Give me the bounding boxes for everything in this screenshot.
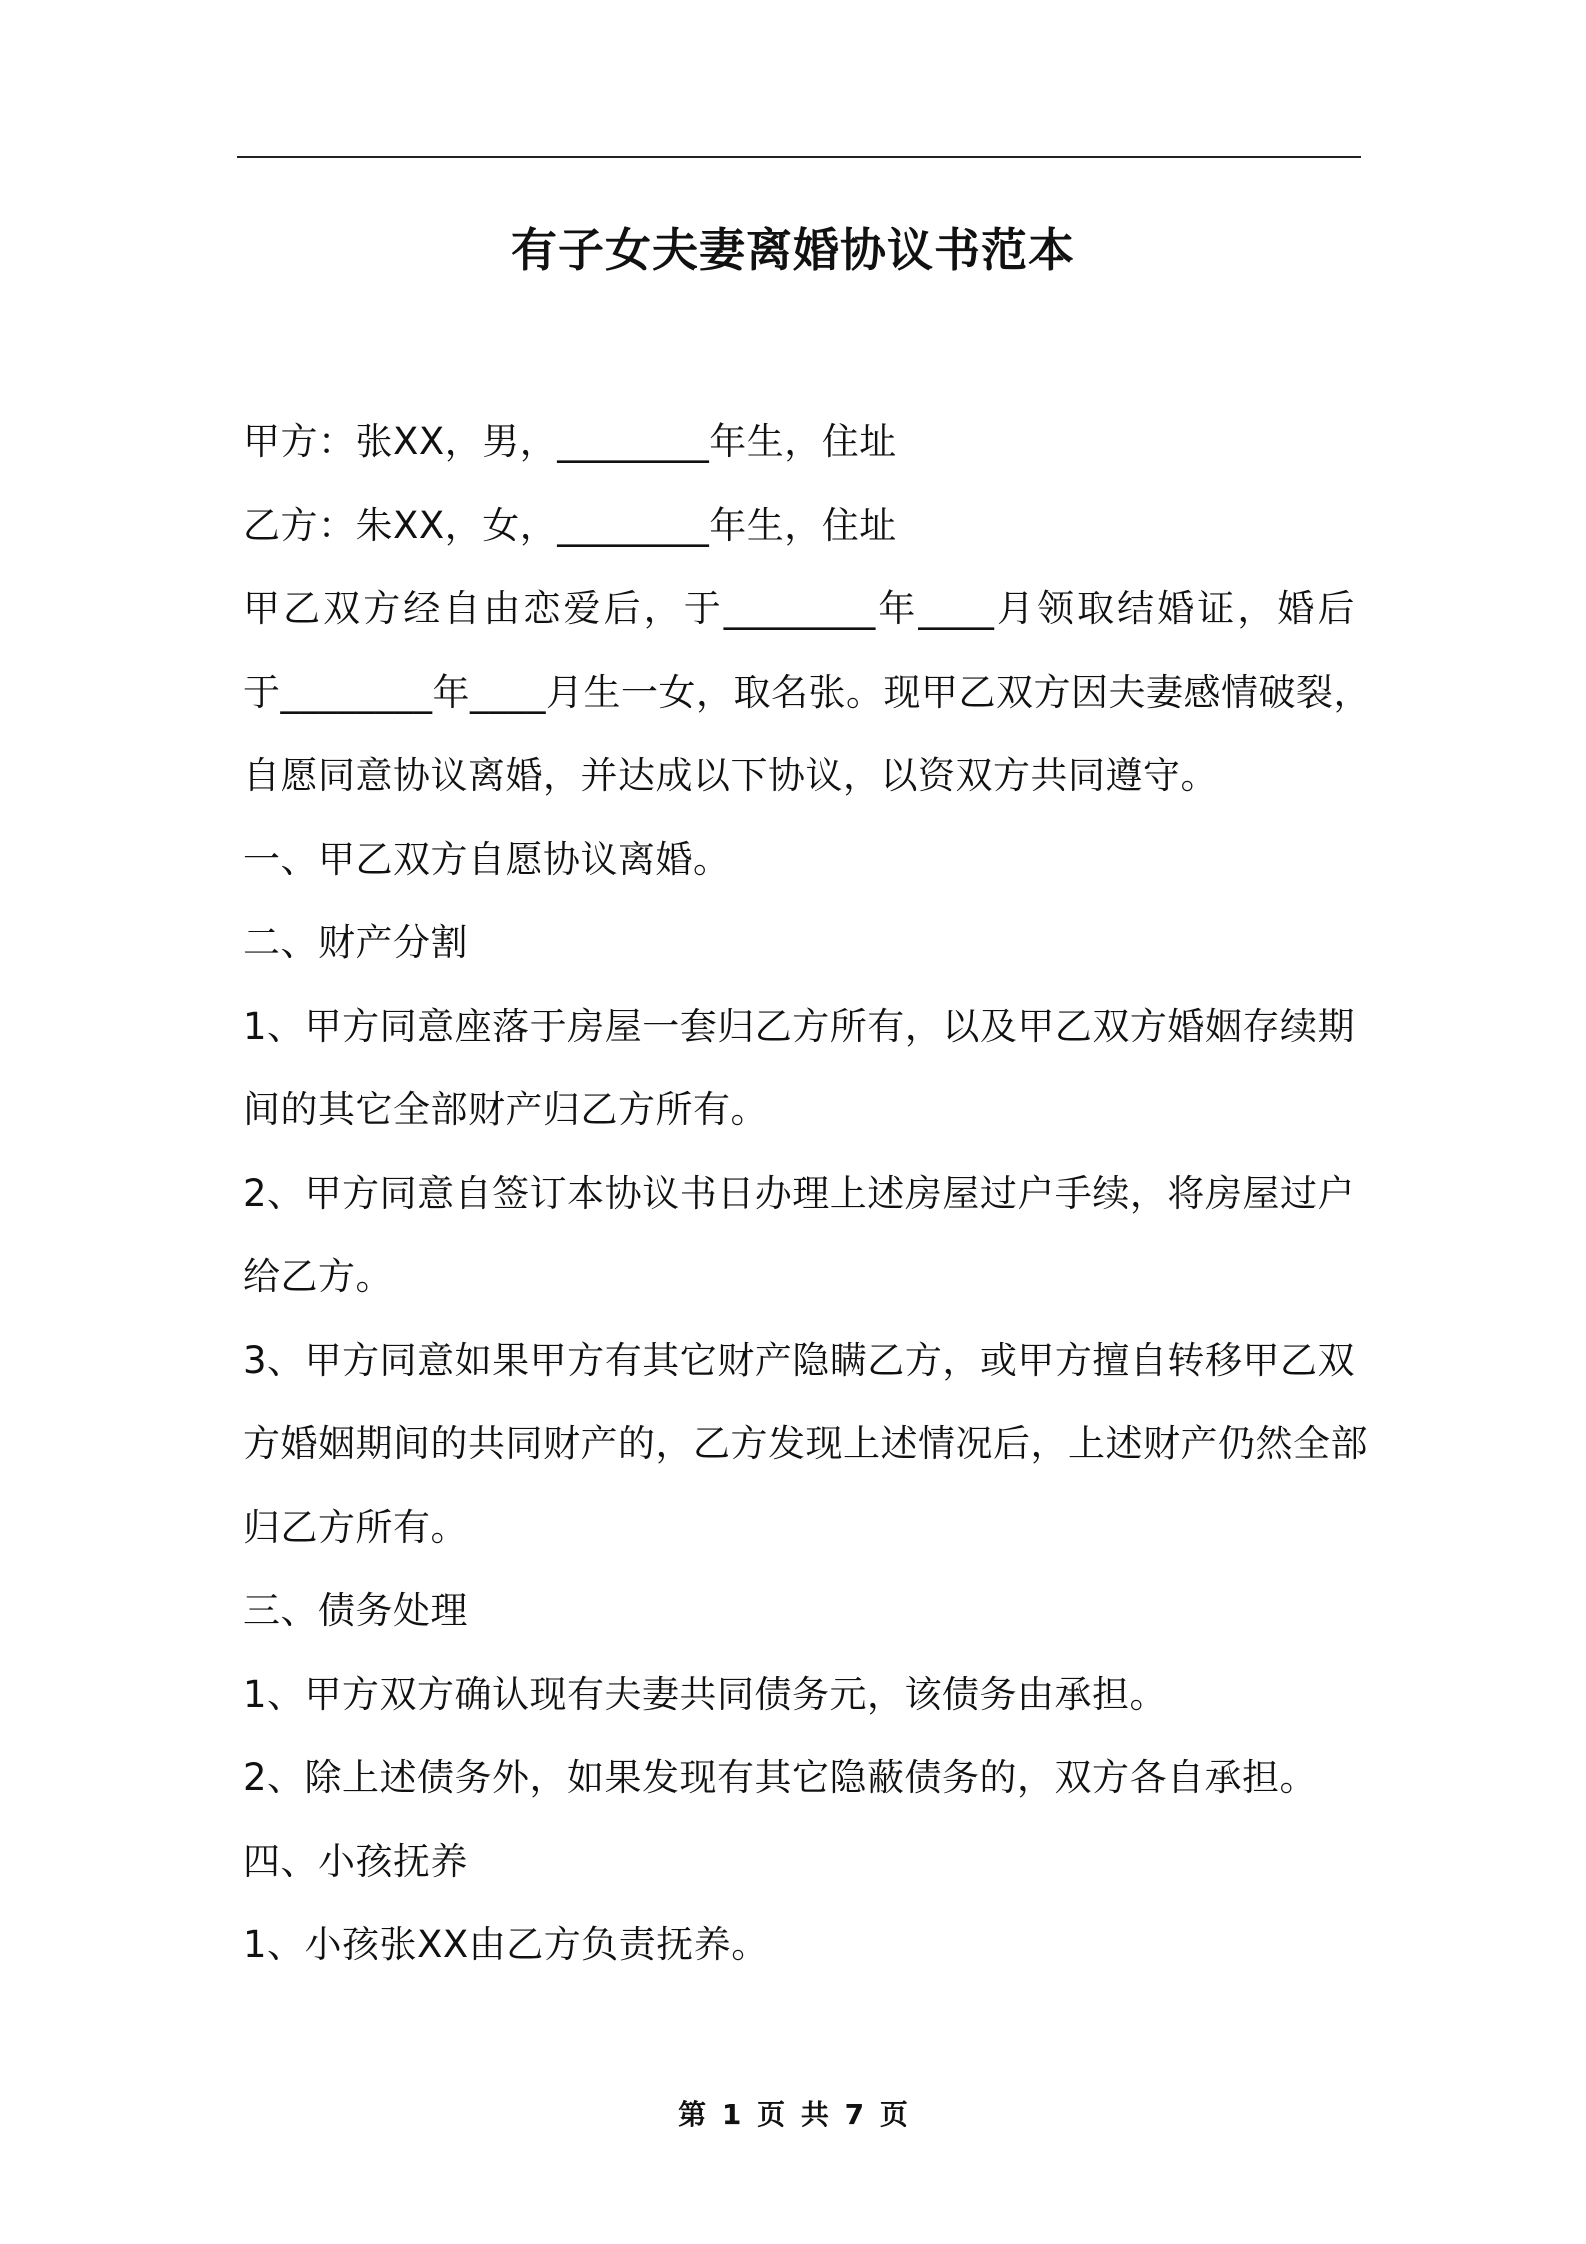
body-line: 2、甲方同意自签订本协议书日办理上述房屋过户手续，将房屋过户 [243,1171,1355,1215]
body-line: 甲乙双方经自由恋爱后，于________年____月领取结婚证，婚后 [243,587,1355,630]
body-line: 归乙方所有。 [243,1505,468,1549]
document-body [243,400,1371,1987]
party-a-line: 甲方：张XX，男，________年生，住址 [243,420,897,463]
body-line: 2、除上述债务外，如果发现有其它隐蔽债务的，双方各自承担。 [243,1756,1318,1799]
party-b-line: 乙方：朱XX，女，________年生，住址 [243,503,897,547]
body-line: 3、甲方同意如果甲方有其它财产隐瞒乙方，或甲方擅自转移甲乙双 [243,1338,1355,1382]
body-line: 间的其它全部财产归乙方所有。 [243,1088,768,1131]
section-heading: 三、债务处理 [243,1589,468,1632]
section-heading: 四、小孩抚养 [243,1839,468,1883]
page-number: 第 1 页 共 7 页 [678,2098,908,2131]
body-line: 自愿同意协议离婚，并达成以下协议，以资双方共同遵守。 [243,754,1218,797]
section-heading: 二、财产分割 [243,921,468,964]
body-line: 给乙方。 [243,1255,393,1298]
clause-heading: 一、甲乙双方自愿协议离婚。 [243,837,731,881]
body-line: 于________年____月生一女，取名张。现甲乙双方因夫妻感情破裂， [243,670,1371,714]
body-line: 1、甲方双方确认现有夫妻共同债务元，该债务由承担。 [243,1672,1168,1716]
body-line: 方婚姻期间的共同财产的，乙方发现上述情况后，上述财产仍然全部 [243,1422,1368,1465]
document-title: 有子女夫妻离婚协议书范本 [511,223,1075,277]
header-rule [237,156,1361,158]
body-line: 1、甲方同意座落于房屋一套归乙方所有，以及甲乙双方婚姻存续期 [243,1004,1355,1048]
body-line: 1、小孩张XX由乙方负责抚养。 [243,1923,769,1966]
